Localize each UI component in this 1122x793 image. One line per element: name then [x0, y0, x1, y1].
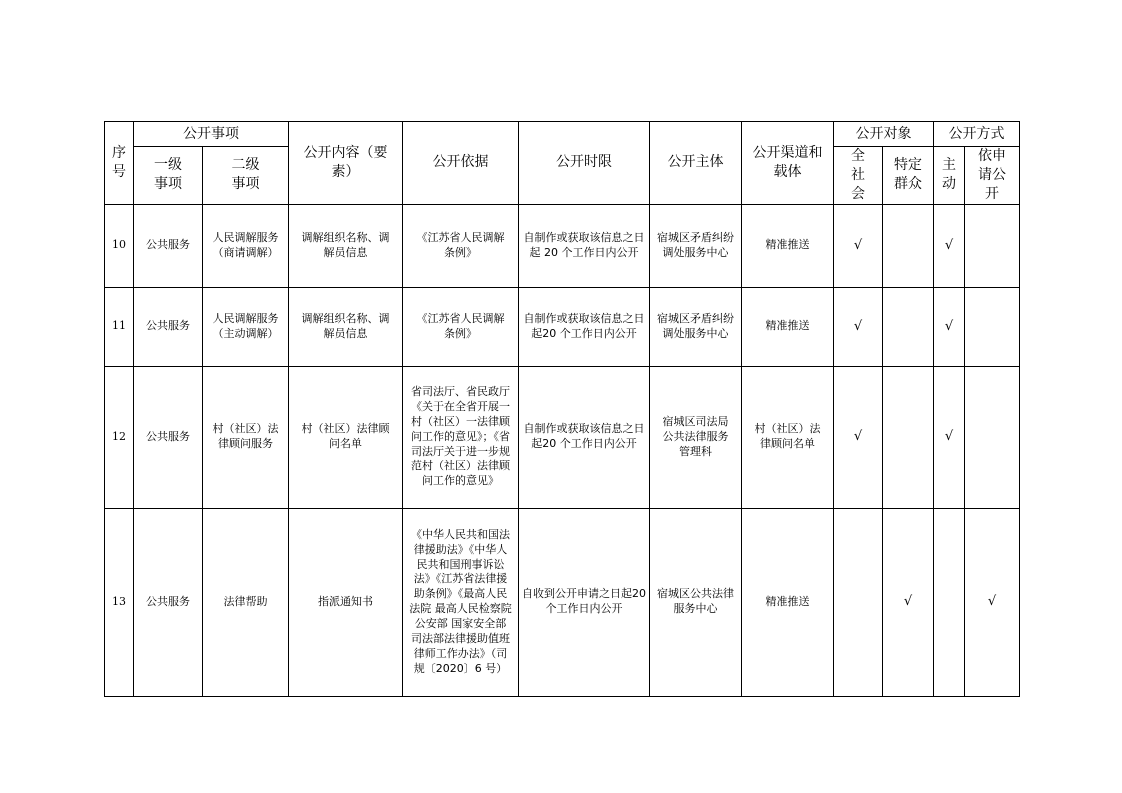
row-subject: 宿城区公共法律服务中心	[650, 508, 742, 696]
table-row	[105, 508, 1020, 696]
row-specific-group-check	[883, 287, 934, 366]
row-subject: 宿城区矛盾纠纷调处服务中心	[650, 287, 742, 366]
row-time-limit: 自制作或获取该信息之日起 20 个工作日内公开	[519, 204, 650, 287]
row-time-limit: 自制作或获取该信息之日起20 个工作日内公开	[519, 287, 650, 366]
time-limit-header: 公开时限	[519, 122, 650, 205]
content-header: 公开内容（要素）	[289, 122, 403, 205]
row-level2: 人民调解服务（主动调解）	[203, 287, 289, 366]
row-content: 调解组织名称、调解员信息	[289, 287, 403, 366]
row-channel: 村（社区）法律顾问名单	[742, 366, 834, 508]
row-active-check: √	[934, 287, 965, 366]
table-row	[105, 287, 1020, 366]
row-subject: 宿城区矛盾纠纷调处服务中心	[650, 204, 742, 287]
items-group-header: 公开事项	[134, 122, 289, 147]
row-level1: 公共服务	[134, 508, 203, 696]
row-active-check: √	[934, 366, 965, 508]
row-content: 村（社区）法律顾问名单	[289, 366, 403, 508]
row-level1: 公共服务	[134, 287, 203, 366]
on-request-header: 依申请公开	[965, 147, 1020, 205]
row-seq: 10	[105, 204, 134, 287]
channel-header: 公开渠道和载体	[742, 122, 834, 205]
row-time-limit: 自制作或获取该信息之日起20 个工作日内公开	[519, 366, 650, 508]
row-basis: 《江苏省人民调解条例》	[403, 287, 519, 366]
row-basis: 《中华人民共和国法律援助法》《中华人民共和国刑事诉讼法》《江苏省法律援助条例》《最高人民法院 最高人民检察院 公安部 国家安全部 司法部法律援助值班律师工作办法》（司规〔2020〕6 号）	[403, 508, 519, 696]
seq-header: 序号	[105, 122, 134, 205]
row-on-request-check	[965, 287, 1020, 366]
row-basis: 《江苏省人民调解条例》	[403, 204, 519, 287]
row-seq: 12	[105, 366, 134, 508]
row-on-request-check	[965, 204, 1020, 287]
method-group-header: 公开方式	[934, 122, 1020, 147]
row-time-limit: 自收到公开申请之日起20 个工作日内公开	[519, 508, 650, 696]
whole-society-header: 全社会	[834, 147, 883, 205]
row-seq: 13	[105, 508, 134, 696]
row-level1: 公共服务	[134, 204, 203, 287]
row-specific-group-check	[883, 204, 934, 287]
row-specific-group-check: √	[883, 508, 934, 696]
row-seq: 11	[105, 287, 134, 366]
row-channel: 精准推送	[742, 204, 834, 287]
row-channel: 精准推送	[742, 508, 834, 696]
row-content: 指派通知书	[289, 508, 403, 696]
target-group-header: 公开对象	[834, 122, 934, 147]
row-basis: 省司法厅、省民政厅《关于在全省开展一村（社区）一法律顾问工作的意见》；《省司法厅关于进一步规范村（社区）法律顾问工作的意见》	[403, 366, 519, 508]
row-level2: 村（社区）法律顾问服务	[203, 366, 289, 508]
row-level2: 法律帮助	[203, 508, 289, 696]
basis-header: 公开依据	[403, 122, 519, 205]
table-row	[105, 366, 1020, 508]
row-content: 调解组织名称、调解员信息	[289, 204, 403, 287]
table-row	[105, 204, 1020, 287]
row-active-check: √	[934, 204, 965, 287]
row-channel: 精准推送	[742, 287, 834, 366]
row-level1: 公共服务	[134, 366, 203, 508]
row-whole-society-check: √	[834, 366, 883, 508]
row-specific-group-check	[883, 366, 934, 508]
active-header: 主动	[934, 147, 965, 205]
level1-header: 一级事项	[134, 147, 203, 205]
subject-header: 公开主体	[650, 122, 742, 205]
row-on-request-check: √	[965, 508, 1020, 696]
header-row-top	[105, 122, 1020, 147]
specific-group-header: 特定群众	[883, 147, 934, 205]
row-whole-society-check: √	[834, 204, 883, 287]
row-on-request-check	[965, 366, 1020, 508]
row-subject: 宿城区司法局公共法律服务管理科	[650, 366, 742, 508]
row-whole-society-check	[834, 508, 883, 696]
disclosure-table	[104, 121, 1020, 697]
row-level2: 人民调解服务（商请调解）	[203, 204, 289, 287]
row-active-check	[934, 508, 965, 696]
row-whole-society-check: √	[834, 287, 883, 366]
level2-header: 二级事项	[203, 147, 289, 205]
